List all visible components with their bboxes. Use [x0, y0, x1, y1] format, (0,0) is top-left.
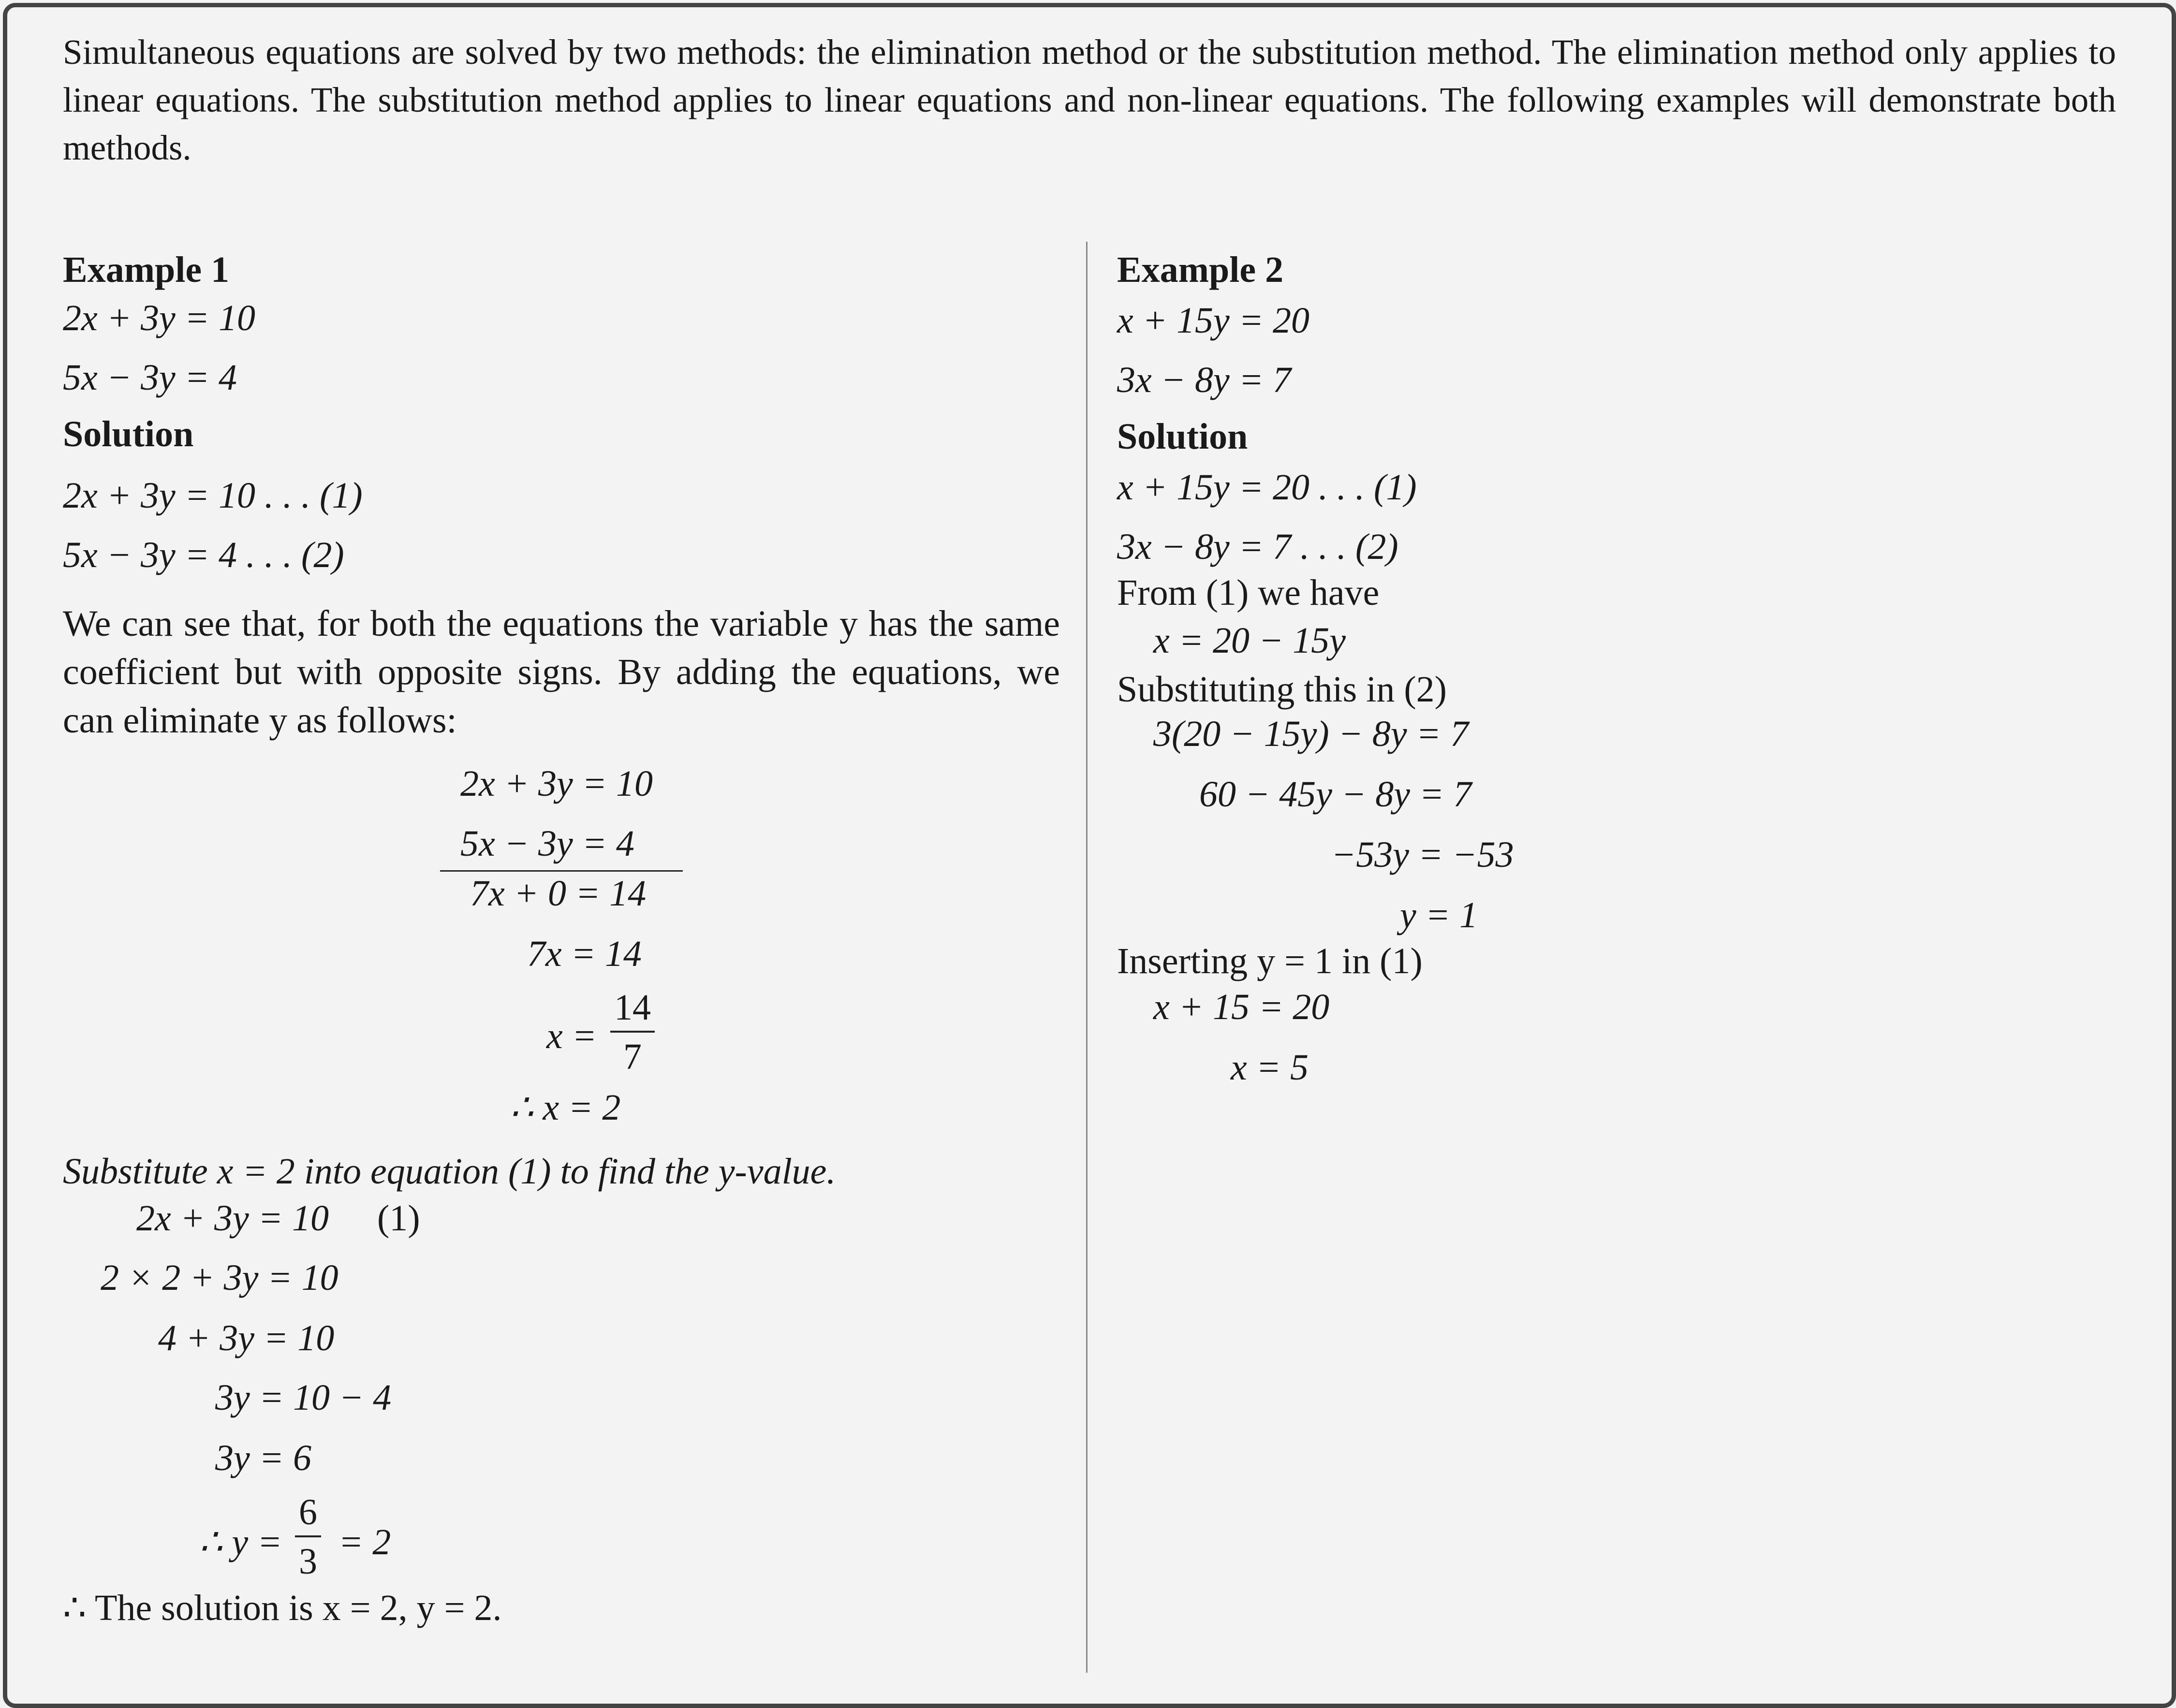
example2-step-3: −53y = −53: [1331, 834, 1514, 875]
example2-inserting: Inserting y = 1 in (1): [1117, 941, 1423, 981]
x-fraction-bar: [610, 1031, 655, 1033]
substitution-step-1-label: (1): [377, 1198, 420, 1239]
example2-insert-step-1: x + 15 = 20: [1153, 987, 1330, 1027]
example2-step-2: 60 − 45y − 8y = 7: [1199, 774, 1472, 815]
x-equals: x =: [546, 1016, 597, 1056]
example2-from-1: From (1) we have: [1117, 572, 1380, 613]
example2-heading: Example 2: [1117, 249, 1284, 290]
example2-step-1: 3(20 − 15y) − 8y = 7: [1153, 714, 1469, 754]
intro-paragraph: Simultaneous equations are solved by two methods: the elimination method or the substitution method. The elimination method only applies to linear equations. The substitution method applies to linear equations and non-linear equations. The following examples will demonstrate both methods.: [63, 32, 2116, 167]
substitution-step-5: 3y = 6: [215, 1438, 312, 1478]
example2-eq2: 3x − 8y = 7: [1117, 360, 1292, 400]
y-fraction-bar: [295, 1535, 321, 1537]
example1-heading: Example 1: [63, 249, 230, 290]
example2-eq1-labeled: x + 15y = 20 . . . (1): [1117, 467, 1417, 508]
substitution-step-1: 2x + 3y = 10: [136, 1198, 329, 1239]
y-equals: ∴ y =: [199, 1522, 282, 1562]
y-fraction-denominator: 3: [299, 1541, 317, 1582]
example2-insert-step-2: x = 5: [1231, 1047, 1309, 1088]
example1-eq2-labeled: 5x − 3y = 4 . . . (2): [63, 535, 344, 575]
addition-line-2: 5x − 3y = 4: [460, 823, 635, 864]
example1-eq1: 2x + 3y = 10: [63, 298, 256, 338]
substitution-step-2: 2 × 2 + 3y = 10: [101, 1257, 338, 1298]
content-frame: [3, 3, 2176, 1708]
example2-eq2-labeled: 3x − 8y = 7 . . . (2): [1117, 526, 1398, 567]
y-equals-tail: = 2: [338, 1522, 391, 1562]
substitute-instruction: Substitute x = 2 into equation (1) to find the y-value.: [63, 1151, 836, 1192]
x-result: ∴ x = 2: [510, 1087, 621, 1128]
step-7x: 7x = 14: [527, 934, 642, 974]
example1-explanation: We can see that, for both the equations the variable y has the same coefficient but with opposite signs. By adding the equations, we can eliminate y as follows:: [63, 603, 1060, 741]
example2-substituting: Substituting this in (2): [1117, 669, 1447, 710]
example2-eq1: x + 15y = 20: [1117, 300, 1310, 341]
x-fraction: [610, 989, 655, 1075]
example1-eq2: 5x − 3y = 4: [63, 357, 237, 398]
x-fraction-denominator: 7: [623, 1036, 642, 1077]
substitution-step-3: 4 + 3y = 10: [158, 1318, 335, 1358]
addition-rule: [440, 870, 683, 872]
example2-step-4: y = 1: [1400, 895, 1478, 935]
example1-conclusion: ∴ The solution is x = 2, y = 2.: [63, 1588, 502, 1628]
x-fraction-numerator: 14: [614, 987, 651, 1028]
example2-solution-heading: Solution: [1117, 416, 1248, 457]
addition-sum: 7x + 0 = 14: [470, 873, 647, 914]
column-divider: [1086, 242, 1088, 1673]
addition-line-1: 2x + 3y = 10: [460, 763, 653, 804]
y-fraction-numerator: 6: [299, 1492, 317, 1533]
example1-solution-heading: Solution: [63, 414, 194, 454]
substitution-step-4: 3y = 10 − 4: [215, 1377, 392, 1418]
example2-x-expression: x = 20 − 15y: [1153, 620, 1346, 661]
y-fraction: [295, 1494, 321, 1580]
example1-eq1-labeled: 2x + 3y = 10 . . . (1): [63, 475, 363, 516]
